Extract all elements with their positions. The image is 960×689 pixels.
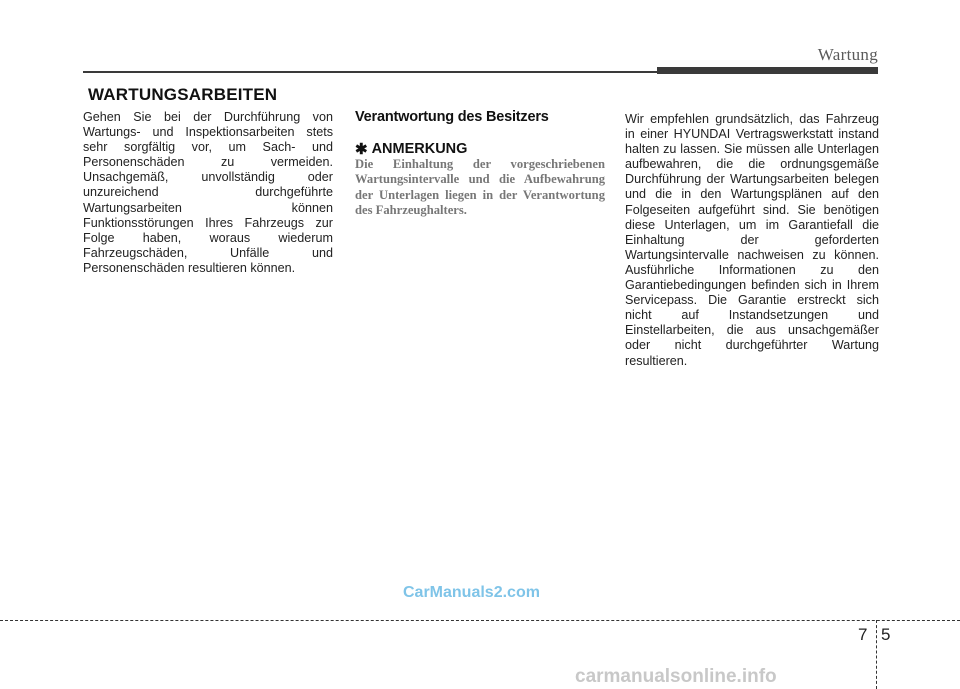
footer-rule bbox=[0, 620, 960, 621]
header-rule-accent bbox=[657, 67, 878, 74]
header-rule bbox=[83, 71, 657, 73]
section-title: WARTUNGSARBEITEN bbox=[88, 85, 278, 104]
chapter-number: 7 bbox=[858, 625, 868, 644]
header-title: Wartung bbox=[817, 45, 878, 64]
column-3 bbox=[625, 112, 879, 369]
asterisk-icon: ✱ bbox=[355, 141, 368, 159]
owner-responsibility-heading: Verantwortung des Besitzers bbox=[355, 109, 549, 125]
column-2 bbox=[355, 110, 605, 218]
page-number: 5 bbox=[881, 625, 891, 644]
note-text: Die Einhaltung der vorgeschriebenen Wartungsintervalle und die Aufbewahrung der Unterlagen liegen in der Verantwortung des Fahrzeughalters. bbox=[355, 157, 605, 218]
note-heading-label: ANMERKUNG bbox=[371, 141, 468, 158]
note-heading bbox=[355, 142, 605, 157]
watermark-link[interactable]: CarManuals2.com bbox=[403, 584, 540, 601]
column-1-text: Gehen Sie bei der Durchführung von Wartungs- und Inspektionsarbeiten stets sehr sorgfältig vor, um Sach- und Personenschäden zu vermeiden. Unsachgemäß, unvollständig oder unzureichend durchgeführte Wartungsarbeiten können Funktionsstörungen Ihres Fahrzeugs zur Folge haben, woraus wiederum Fahrzeugschäden, Unfälle und Personenschäden resultieren können. bbox=[83, 110, 333, 275]
footer-divider bbox=[876, 620, 877, 689]
column-1 bbox=[83, 110, 333, 276]
column-3-text: Wir empfehlen grundsätzlich, das Fahrzeug in einer HYUNDAI Vertragswerkstatt instand halten zu lassen. Sie müssen alle Unterlagen aufbewahren, die die ordnungsgemäße Durchführung der Wartungsarbeiten belegen und die in den Wartungsplänen auf den Folgeseiten aufgeführt sind. Sie benötigen diese Unterlagen, um im Garantiefall die Einhaltung der geforderten Wartungsintervalle nachweisen zu können. Ausführliche Informationen zu den Garantiebedingungen befinden sich in Ihrem Servicepass. Die Garantie erstreckt sich nicht auf Instandsetzungen und Einstellarbeiten, die aus unsachgemäßer oder nicht durchgeführter Wartung resultieren. bbox=[625, 112, 879, 368]
footer-watermark: carmanualsonline.info bbox=[575, 666, 777, 687]
